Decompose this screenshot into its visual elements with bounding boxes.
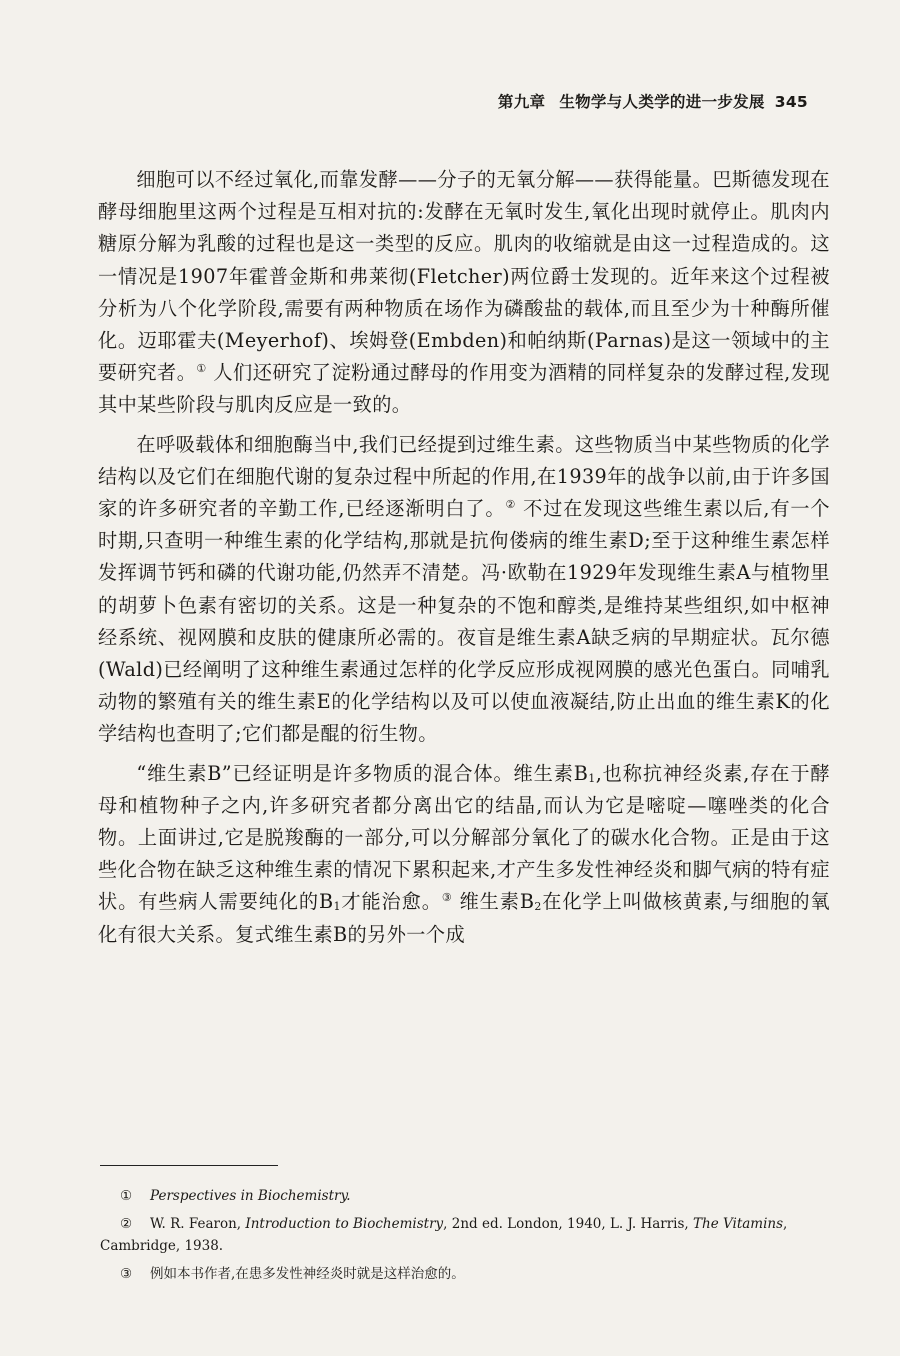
subscript: 1 (588, 771, 596, 785)
paragraph-text: “维生素B”已经证明是许多物质的混合体。维生素B (136, 761, 589, 785)
chapter-title: 生物学与人类学的进一步发展 (559, 93, 765, 111)
footnote-text: Perspectives in Biochemistry. (150, 1188, 351, 1204)
paragraph-text: 才能治愈。 (340, 890, 442, 914)
footnote-text: Cambridge, 1938. (100, 1238, 224, 1254)
book-title: Introduction to Biochemistry (245, 1216, 444, 1232)
footnote-mark: ③ (120, 1266, 133, 1282)
paragraph-text: ,也称抗神经炎素,存在于酵母和植物种子之内,许多研究者都分离出它的结晶,而认为它是嘧啶—噻唑类的化合物。上面讲过,它是脱羧酶的一部分,可以分解部分氧化了的碳水化合物。正是由于这些化合物在缺乏这种维生素的情况下累积起来,才产生多发性神经炎和脚气病的特有症状。有些病人需要纯化的B (98, 761, 830, 914)
chapter-label: 第九章 (497, 93, 546, 111)
footnote-mark: ① (120, 1188, 133, 1204)
footnote (100, 1263, 830, 1285)
footnote-divider (100, 1165, 278, 1166)
paragraph-text: 维生素B (452, 890, 535, 914)
footnote-ref: ② (505, 498, 517, 512)
paragraph-text: 不过在发现这些维生素以后,有一个时期,只查明一种维生素的化学结构,那就是抗佝偻病的维生素D;至于这种维生素怎样发挥调节钙和磷的代谢功能,仍然弄不清楚。冯·欧勒在1929年发现维生素A与植物里的胡萝卜色素有密切的关系。这是一种复杂的不饱和醇类,是维持某些组织,如中枢神经系统、视网膜和皮肤的健康所必需的。夜盲是维生素A缺乏病的早期症状。瓦尔德(Wald)已经阐明了这种维生素通过怎样的化学反应形成视网膜的感光色蛋白。同哺乳动物的繁殖有关的维生素E的化学结构以及可以使血液凝结,防止出血的维生素K的化学结构也查明了;它们都是醌的衍生物。 (98, 497, 831, 746)
book-title: The Vitamins (693, 1216, 784, 1232)
paragraph-text: 人们还研究了淀粉通过酵母的作用变为酒精的同样复杂的发酵过程,发现其中某些阶段与肌肉反应是一致的。 (98, 361, 831, 417)
footnote-text: 例如本书作者,在患多发性神经炎时就是这样治愈的。 (150, 1266, 465, 1282)
running-head (498, 90, 808, 112)
paragraph-text: 细胞可以不经过氧化,而靠发酵——分子的无氧分解——获得能量。巴斯德发现在酵母细胞里这两个过程是互相对抗的:发酵在无氧时发生,氧化出现时就停止。肌肉内糖原分解为乳酸的过程也是这一类型的反应。肌肉的收缩就是由这一过程造成的。这一情况是1907年霍普金斯和弗莱彻(Fletcher)两位爵士发现的。近年来这个过程被分析为八个化学阶段,需要有两种物质在场作为磷酸盐的载体,而且至少为十种酶所催化。迈耶霍夫(Meyerhof)、埃姆登(Embden)和帕纳斯(Parnas)是这一领域中的主要研究者。 (98, 168, 830, 385)
footnote-ref: ① (196, 362, 207, 376)
footnote (100, 1213, 830, 1257)
paragraph-text: 在呼吸载体和细胞酶当中,我们已经提到过维生素。这些物质当中某些物质的化学结构以及它们在细胞代谢的复杂过程中所起的作用,在1939年的战争以前,由于许多国家的许多研究者的辛勤工作,已经逐渐明白了。 (98, 432, 830, 521)
footnote-text: , 2nd ed. London, 1940, L. J. Harris, (443, 1216, 694, 1232)
footnote (100, 1185, 830, 1207)
footnote-ref: ③ (441, 891, 453, 905)
footnote-text: W. R. Fearon, (150, 1216, 246, 1232)
footnote-text: , (783, 1216, 788, 1232)
footnote-mark: ② (120, 1216, 133, 1232)
footnotes (100, 1185, 830, 1291)
paragraph (98, 164, 830, 422)
paragraph (98, 429, 830, 751)
body-text (98, 164, 830, 951)
subscript: 1 (333, 900, 341, 914)
page-number: 345 (774, 93, 808, 111)
subscript: 2 (534, 900, 542, 914)
paragraph (98, 758, 830, 951)
paragraph-text: 在化学上叫做核黄素,与细胞的氧化有很大关系。复式维生素B的另外一个成 (98, 890, 830, 946)
